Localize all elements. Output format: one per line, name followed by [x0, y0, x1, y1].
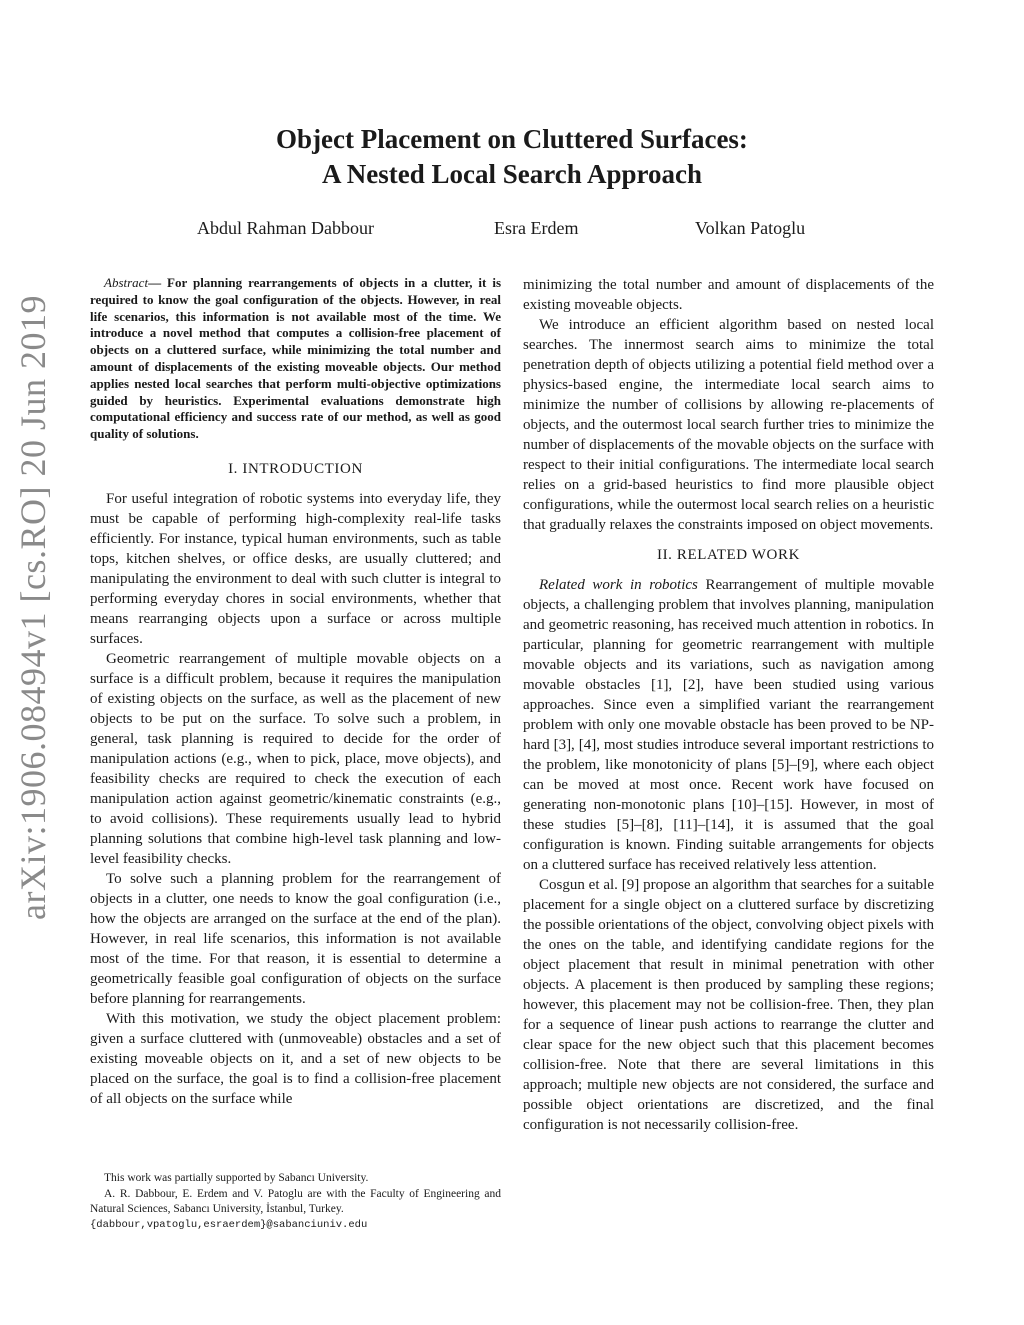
intro-paragraph-4: With this motivation, we study the object placement problem: given a surface cluttered with (unmoveable) obstacles and a set of existing moveable objects on it, and a set of new objects to be placed on the surface, the goal is to find a collision-free placement of all objects on the surface while — [90, 1010, 501, 1107]
author-3: Volkan Patoglu — [695, 218, 806, 238]
footnote-funding: This work was partially supported by Sabancı University. — [104, 1172, 369, 1184]
title-line-1: Object Placement on Cluttered Surfaces: — [276, 124, 748, 154]
footnote-affiliation: A. R. Dabbour, E. Erdem and V. Patoglu are with the Faculty of Engineering and Natural Sciences, Sabancı University, İstanbul, Turkey. — [90, 1187, 501, 1215]
related-paragraph-1 — [523, 575, 934, 875]
intro-paragraph-4-continued: minimizing the total number and amount of displacements of the existing moveable objects. — [523, 277, 934, 313]
abstract-dash: — — [148, 275, 168, 290]
author-list — [0, 218, 1024, 242]
abstract-text: For planning rearrangements of objects in a clutter, it is required to know the goal configuration of the objects. However, in real life scenarios, this information is not available most of the time. We introduce a novel method that computes a collision-free placement of objects on a cluttered surface, while minimizing the total number and amount of displacements of the existing moveable objects. Our method applies nested local searches that perform multi-objective optimizations guided by heuristics. Experimental evaluations demonstrate high computational efficiency and success rate of our method, as well as good quality of solutions. — [90, 275, 501, 442]
intro-paragraph-5: We introduce an efficient algorithm based on nested local searches. The innermost search aims to minimize the total penetration depth of objects utilizing a potential field method over a physics-based engine, the intermediate local search aims to minimize the number of collisions by allowing re-placements of objects, and the outermost local search further tries to minimize the number of displacements of the movable objects on the surface with respect to their initial configurations. The intermediate local search relies on a grid-based heuristics to find more plausible object configurations, while the outermost local search relies on a heuristic that gradually relaxes the constraints imposed on object movements. — [523, 317, 934, 533]
right-column — [523, 275, 934, 1135]
intro-paragraph-2: Geometric rearrangement of multiple movable objects on a surface is a difficult problem, because it requires the manipulation of existing objects on the surface, as well as the placement of new objects to be put on the surface. To solve such a problem, in general, task planning is required to decide for the order of manipulation actions (e.g., when to pick, place, move objects), and feasibility checks are required to check the execution of each manipulation action against geometric/kinematic constraints (e.g., to avoid collisions). These requirements usually lead to hybrid planning solutions that combine high-level task planning and low-level feasibility checks. — [90, 650, 501, 867]
intro-paragraph-1: For useful integration of robotic systems into everyday life, they must be capable of performing high-complexity real-life tasks efficiently. For instance, typical human environments, such as table tops, kitchen shelves, or office desks, are usually cluttered; and manipulating the environment to deal with such clutter is integral to performing everyday chores in social environments, whether that means rearranging objects upon a surface or across multiple surfaces. — [90, 490, 501, 647]
abstract — [90, 275, 501, 443]
author-2: Esra Erdem — [494, 218, 579, 238]
arxiv-identifier: arXiv:1906.08494v1 [cs.RO] 20 Jun 2019 — [13, 295, 53, 920]
related-paragraph-2: Cosgun et al. [9] propose an algorithm that searches for a suitable placement for a single object on a cluttered surface by discretizing the possible orientations of the object, convolving object pixels with the ones on the table, and identifying candidate regions for the object placement that result in minimal penetration with other objects. A placement is then produced by sampling these regions; however, this placement may not be collision-free. Then, they plan for a sequence of linear push actions to rearrange the clutter and clear space for the new object such that this placement becomes collision-free. Note that there are several limitations in this approach; multiple new objects are not considered, the surface and possible object orientations are discretized, and the final configuration is not necessarily collision-free. — [523, 877, 934, 1133]
title-line-2: A Nested Local Search Approach — [321, 159, 703, 189]
author-1: Abdul Rahman Dabbour — [197, 218, 374, 238]
section-heading-related-work: II. RELATED WORK — [656, 547, 801, 563]
abstract-lead: Abstract — [104, 275, 149, 290]
footnote — [90, 1171, 501, 1233]
intro-paragraph-3: To solve such a planning problem for the rearrangement of objects in a clutter, one needs to know the goal configuration (i.e., how the objects are arranged on the surface at the end of the plan). However, in real life scenarios, this information is not available most of the time. For that reason, it is essential to determine a geometrically feasible goal configuration of objects on the surface before planning for rearrangements. — [90, 870, 501, 1007]
left-column — [90, 275, 501, 1109]
footnote-email: {dabbour,vpatoglu,esraerdem}@sabanciuniv.edu — [90, 1218, 368, 1231]
section-heading-introduction: I. INTRODUCTION — [228, 460, 363, 477]
related-runin-heading: Related work in robotics — [539, 577, 698, 593]
related-paragraph-1-text: Rearrangement of multiple movable objects, a challenging problem that involves planning, manipulation and geometric reasoning, has received much attention in robotics. In particular, planning for geometric rearrangement with multiple movable objects and its variations, such as navigation among movable obstacles [1], [2], have been studied using various approaches. Since even a simplified variant the rearrangement problem with only one movable obstacle has been proved to be NP-hard [3], [4], most studies introduce several important restrictions to the problem, like monotonicity of plans [5]–[9], where each object can be moved at most once. Recent work have focused on generating non-monotonic plans [10]–[15]. However, in most of these studies [5]–[8], [11]–[14], it is assumed that the goal configuration is known. Finding suitable arrangements for objects on a cluttered surface has received relatively less attention. — [523, 577, 935, 873]
paper-title — [0, 122, 1024, 192]
